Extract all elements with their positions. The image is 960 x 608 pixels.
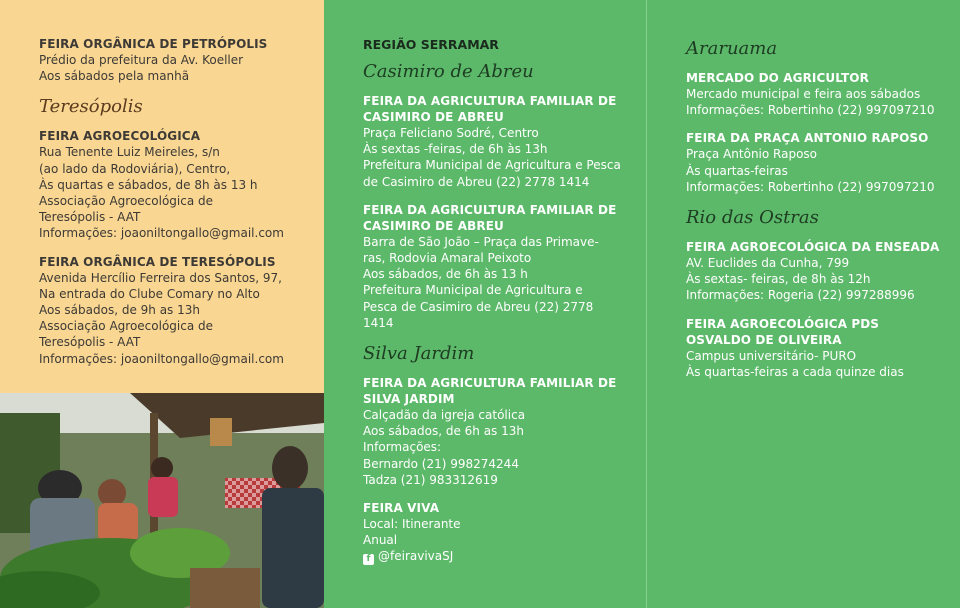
fair-line: (ao lado da Rodoviária), Centro, xyxy=(39,161,231,176)
city-heading-casimiro: Casimiro de Abreu xyxy=(363,61,534,82)
fair-pds-osvaldo xyxy=(686,316,952,380)
fair-line: Às quartas-feiras xyxy=(686,163,788,178)
fair-name: FEIRA DA AGRICULTURA FAMILIAR DE xyxy=(363,202,617,217)
social-handle-row[interactable] xyxy=(363,548,637,565)
fair-name: MERCADO DO AGRICULTOR xyxy=(686,71,869,85)
middle-panel xyxy=(324,0,647,608)
fair-line: Avenida Hercílio Ferreira dos Santos, 97, xyxy=(39,270,282,285)
fair-name: CASIMIRO DE ABREU xyxy=(363,110,504,124)
market-photo-illustration xyxy=(0,393,324,608)
fair-contact-phone: Tadza (21) 983312619 xyxy=(363,472,498,487)
fair-line: Na entrada do Clube Comary no Alto xyxy=(39,286,260,301)
fair-line: ras, Rodovia Amaral Peixoto xyxy=(363,251,532,266)
market-photo-left xyxy=(0,393,324,608)
fair-agroecologica xyxy=(39,128,312,241)
fair-name: FEIRA AGROECOLÓGICA xyxy=(39,129,201,144)
fair-line: Praça Antônio Raposo xyxy=(686,147,818,162)
fair-line: de Casimiro de Abreu (22) 2778 1414 xyxy=(363,174,590,189)
fair-line: Às quartas-feiras a cada quinze dias xyxy=(686,364,904,379)
fair-line: Aos sábados, de 9h as 13h xyxy=(39,303,200,318)
fair-silva-jardim xyxy=(363,375,637,488)
fair-name: CASIMIRO DE ABREU xyxy=(363,218,504,233)
fair-name: FEIRA AGROECOLÓGICA PDS xyxy=(686,316,880,331)
fair-name: FEIRA VIVA xyxy=(363,501,440,516)
city-heading-silva-jardim: Silva Jardim xyxy=(363,343,475,365)
fair-line: Barra de São João – Praça das Primave- xyxy=(363,234,599,249)
fair-line: Aos sábados, de 6h as 13h xyxy=(363,424,524,439)
fair-name: FEIRA AGROECOLÓGICA DA ENSEADA xyxy=(686,240,940,255)
fair-organica-teresopolis xyxy=(39,254,312,367)
fair-name: FEIRA ORGÂNICA DE TERESÓPOLIS xyxy=(39,254,276,269)
fair-line: AV. Euclides da Cunha, 799 xyxy=(686,256,850,271)
fair-line: Praça Feliciano Sodré, Centro xyxy=(363,126,539,140)
fair-praca-antonio-raposo xyxy=(686,130,952,195)
fair-line: Prefeitura Municipal de Agricultura e Pesca xyxy=(363,158,621,173)
fair-feira-viva xyxy=(363,500,637,565)
fair-contact-phone: Informações: Robertinho (22) 997097210 xyxy=(686,103,935,118)
fair-name: FEIRA DA AGRICULTURA FAMILIAR DE xyxy=(363,94,617,108)
middle-content xyxy=(324,0,647,577)
fair-line: Campus universitário- PURO xyxy=(686,348,857,363)
fair-line: Local: Itinerante xyxy=(363,517,461,532)
fair-line: Às sextas -feiras, de 6h às 13h xyxy=(363,142,548,157)
fair-contact-email[interactable]: Informações: joaoniltongallo@gmail.com xyxy=(39,226,284,241)
social-handle[interactable]: @feiravivaSJ xyxy=(378,549,454,564)
fair-name: FEIRA ORGÂNICA DE PETRÓPOLIS xyxy=(39,37,268,51)
fair-line: Associação Agroecológica de xyxy=(39,319,213,334)
fair-line: Às sextas- feiras, de 8h às 12h xyxy=(686,272,871,287)
fair-casimiro-barra xyxy=(363,202,637,331)
fair-contact-phone: Informações: Rogeria (22) 997288996 xyxy=(686,288,915,303)
fair-mercado-agricultor xyxy=(686,70,952,118)
fair-line: Rua Tenente Luiz Meireles, s/n xyxy=(39,145,220,160)
fair-line: Anual xyxy=(363,533,398,548)
left-panel xyxy=(0,0,324,608)
fair-line: Teresópolis - AAT xyxy=(39,335,141,350)
city-heading-teresopolis: Teresópolis xyxy=(39,96,143,118)
right-panel xyxy=(647,0,960,608)
fair-line: Associação Agroecológica de xyxy=(39,194,213,209)
fair-name: SILVA JARDIM xyxy=(363,392,455,407)
fair-line: Às quartas e sábados, de 8h às 13 h xyxy=(39,177,258,192)
region-heading: REGIÃO SERRAMAR xyxy=(363,37,499,52)
fair-petropolis xyxy=(39,36,312,84)
fair-contact-phone: Bernardo (21) 998274244 xyxy=(363,456,519,471)
left-content xyxy=(0,0,324,379)
fair-enseada xyxy=(686,239,952,304)
fair-name: OSVALDO DE OLIVEIRA xyxy=(686,332,842,347)
fair-line: Aos sábados, de 6h às 13 h xyxy=(363,267,528,282)
city-heading-rio-das-ostras: Rio das Ostras xyxy=(686,207,819,229)
fair-line: 1414 xyxy=(363,315,394,330)
fair-name: FEIRA DA AGRICULTURA FAMILIAR DE xyxy=(363,376,617,391)
fair-line: Calçadão da igreja católica xyxy=(363,408,526,423)
fair-line: Pesca de Casimiro de Abreu (22) 2778 xyxy=(363,299,594,314)
fair-line: Prefeitura Municipal de Agricultura e xyxy=(363,283,583,298)
fair-line: Prédio da prefeitura da Av. Koeller xyxy=(39,53,244,67)
fair-line: Mercado municipal e feira aos sábados xyxy=(686,87,921,101)
city-heading-araruama: Araruama xyxy=(686,38,778,59)
facebook-icon: f xyxy=(363,554,374,565)
fair-contact-phone: Informações: Robertinho (22) 997097210 xyxy=(686,179,935,194)
right-content xyxy=(647,0,960,392)
fair-name: FEIRA DA PRAÇA ANTONIO RAPOSO xyxy=(686,131,929,146)
fair-line: Aos sábados pela manhã xyxy=(39,69,190,84)
fair-casimiro-centro xyxy=(363,93,637,190)
fair-line: Teresópolis - AAT xyxy=(39,210,141,225)
fair-contact-email[interactable]: Informações: joaoniltongallo@gmail.com xyxy=(39,351,284,366)
fair-line: Informações: xyxy=(363,440,442,455)
